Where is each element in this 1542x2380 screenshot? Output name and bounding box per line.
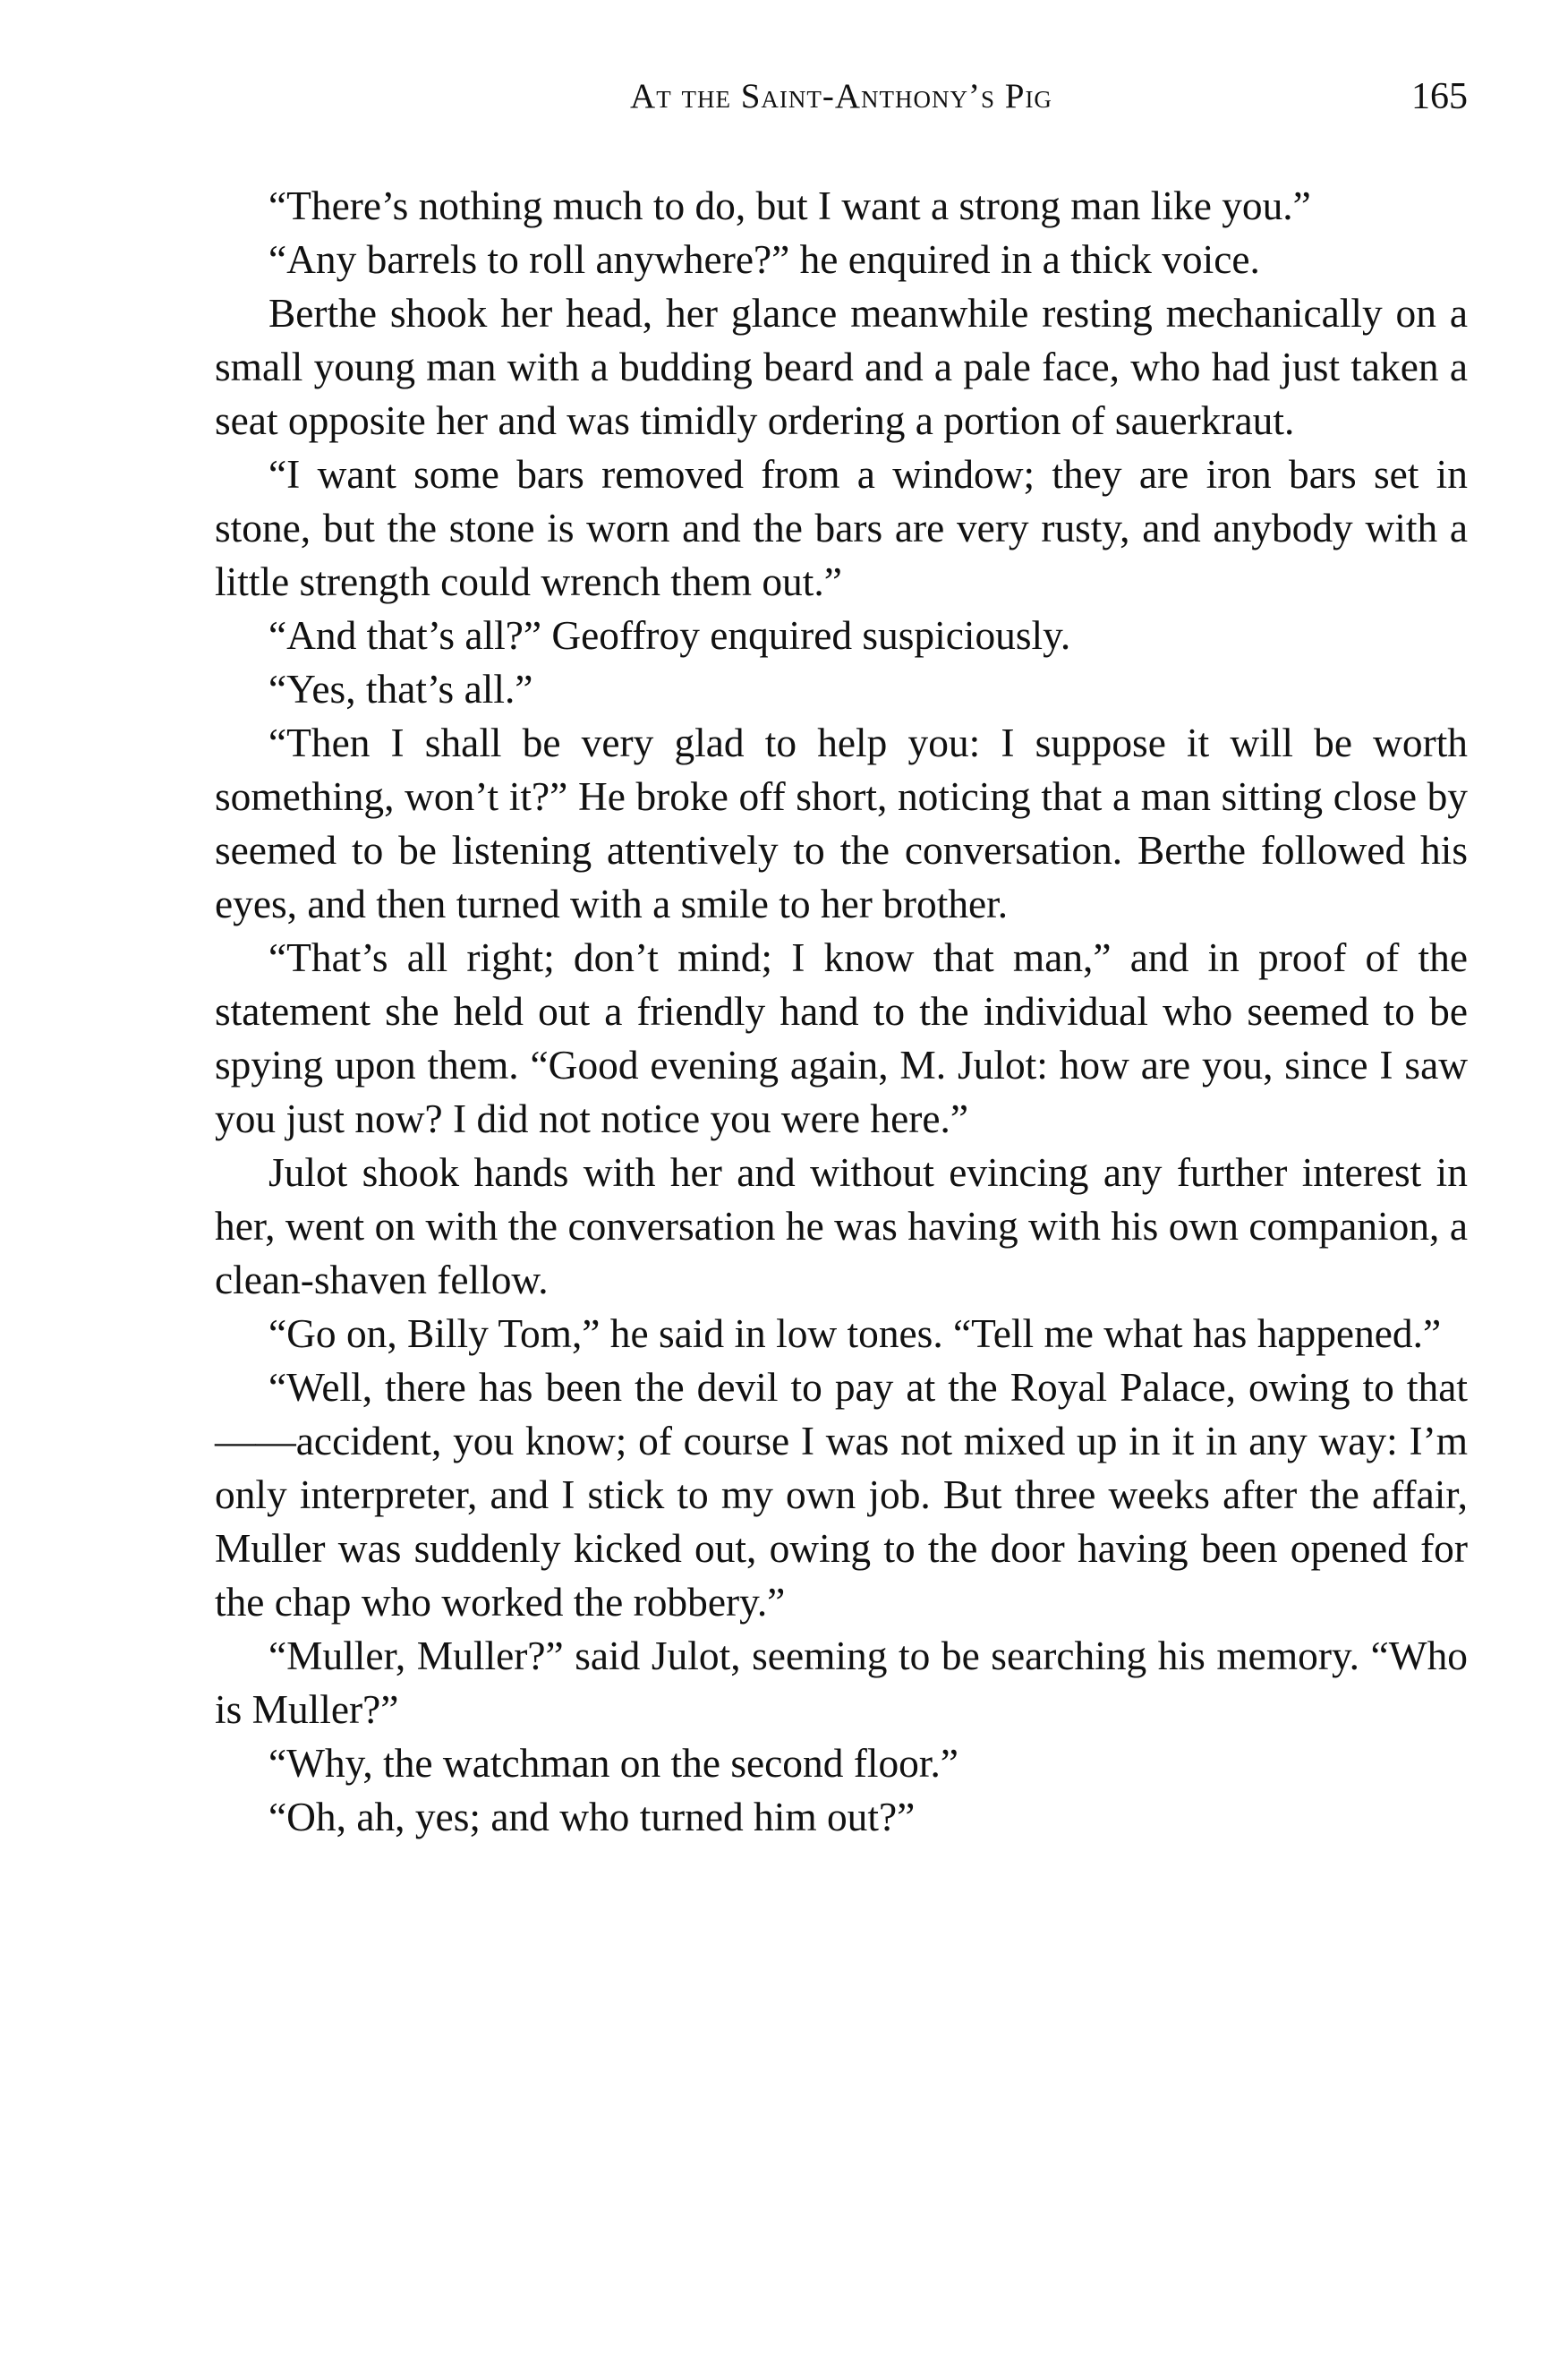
page-number: 165 (1411, 76, 1468, 117)
paragraph: “Any barrels to roll anywhere?” he enquired in a thick voice. (268, 237, 1260, 282)
paragraph: “Well, there has been the devil to pay at the Royal Palace, owing to that——accident, you know; of course I was not mixed up in it in any way: I’m only interpreter, and I stick to my own job. But three weeks after the affair, Muller was suddenly kicked out, owing to the door having been opened for the chap who worked the robbery.” (215, 1365, 1468, 1625)
paragraph: “I want some bars removed from a window; they are iron bars set in stone, but the stone is worn and the bars are very rusty, and anybody with a little strength could wrench them out.” (215, 452, 1468, 604)
paragraph: “Muller, Muller?” said Julot, seeming to be searching his memory. “Who is Muller?” (215, 1634, 1468, 1732)
paragraph: “There’s nothing much to do, but I want a strong man like you.” (268, 183, 1311, 228)
paragraph: “Why, the watchman on the second floor.” (268, 1741, 958, 1786)
paragraph: “And that’s all?” Geoffroy enquired suspiciously. (268, 613, 1071, 658)
paragraph: Julot shook hands with her and without evincing any further interest in her, went on with the conversation he was having with his own companion, a clean-shaven fellow. (215, 1150, 1468, 1302)
running-head (215, 70, 1468, 124)
paragraph: “Yes, that’s all.” (268, 667, 533, 712)
paragraph: “Oh, ah, yes; and who turned him out?” (268, 1795, 916, 1839)
body-text (215, 179, 1468, 1844)
paragraph: “That’s all right; don’t mind; I know that man,” and in proof of the statement she held out a friendly hand to the individual who seemed to be spying upon them. “Good evening again, M. Julot: how are you, since I saw you just now? I did not notice you were here.” (215, 935, 1468, 1141)
running-title: At the Saint-Anthony’s Pig (630, 77, 1052, 115)
paragraph: “Then I shall be very glad to help you: I suppose it will be worth something, won’t it?” He broke off short, noticing that a man sitting close by seemed to be listening attentively to the conversation. Berthe followed his eyes, and then turned with a smile to her brother. (215, 721, 1468, 926)
paragraph: Berthe shook her head, her glance meanwhile resting mechanically on a small young man with a budding beard and a pale face, who had just taken a seat opposite her and was timidly ordering a portion of sauerkraut. (215, 291, 1468, 443)
paragraph: “Go on, Billy Tom,” he said in low tones. “Tell me what has happened.” (268, 1311, 1442, 1356)
